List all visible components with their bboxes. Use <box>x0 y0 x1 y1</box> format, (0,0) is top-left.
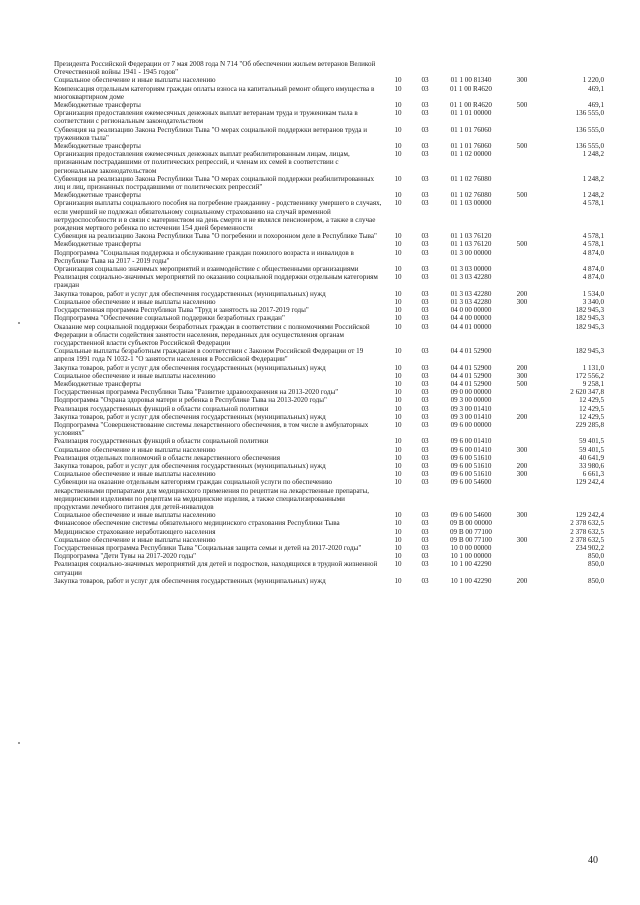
row-target-item: 01 3 03 00000 <box>450 265 492 274</box>
row-subsection: 03 <box>421 412 429 421</box>
row-amount: 182 945,3 <box>575 314 604 323</box>
table-row <box>54 175 612 191</box>
row-section: 10 <box>394 388 402 397</box>
row-amount: 1 220,0 <box>582 76 604 85</box>
row-subsection: 03 <box>421 519 429 528</box>
row-target-item: 01 1 02 76080 <box>450 174 492 183</box>
row-section: 10 <box>394 142 402 151</box>
row-section: 10 <box>394 273 402 282</box>
row-amount: 850,0 <box>588 560 604 569</box>
row-subsection: 03 <box>421 371 429 380</box>
row-target-item: 09 3 00 01410 <box>450 412 492 421</box>
table-row <box>54 421 612 437</box>
row-target-item: 04 4 01 52900 <box>450 363 492 372</box>
row-target-item: 01 3 03 42280 <box>450 289 492 298</box>
row-name: Медицинское страхование неработающего населения <box>54 527 216 536</box>
row-section: 10 <box>394 76 402 85</box>
row-amount: 469,1 <box>588 101 604 110</box>
row-section: 10 <box>394 404 402 413</box>
row-expense-type: 300 <box>516 297 528 306</box>
row-amount: 229 285,8 <box>575 420 604 429</box>
row-expense-type: 500 <box>516 101 528 110</box>
row-name: Межбюджетные трансферты <box>54 142 141 151</box>
row-name: Социальное обеспечение и иные выплаты населению <box>54 297 216 306</box>
table-row <box>54 142 612 150</box>
row-amount: 1 131,0 <box>582 363 604 372</box>
row-amount: 6 661,3 <box>582 470 604 479</box>
row-section: 10 <box>394 125 402 134</box>
row-amount: 59 401,5 <box>579 437 604 446</box>
row-section: 10 <box>394 371 402 380</box>
row-target-item: 09 6 00 54600 <box>450 511 492 520</box>
row-section: 10 <box>394 470 402 479</box>
row-name: Социальные выплаты безработным гражданам в соответствии с Законом Российской Федерации от 19 апреля 1991 года N 1032-1 "О занятости населения в Российской Федерации" <box>54 347 364 364</box>
row-amount: 850,0 <box>588 576 604 585</box>
row-section: 10 <box>394 453 402 462</box>
row-subsection: 03 <box>421 445 429 454</box>
row-section: 10 <box>394 174 402 183</box>
row-subsection: 03 <box>421 174 429 183</box>
table-row <box>54 462 612 470</box>
row-amount: 9 258,1 <box>582 379 604 388</box>
row-subsection: 03 <box>421 461 429 470</box>
row-name: Компенсация отдельным категориям граждан оплаты взноса на капитальный ремонт общего имущества в многоквартирном доме <box>54 84 375 101</box>
table-row <box>54 249 612 265</box>
row-name: Социальное обеспечение и иные выплаты населению <box>54 371 216 380</box>
table-row <box>54 528 612 536</box>
row-subsection: 03 <box>421 388 429 397</box>
row-amount: 129 242,4 <box>575 478 604 487</box>
row-name: Закупка товаров, работ и услуг для обеспечения государственных (муниципальных) нужд <box>54 289 326 298</box>
row-amount: 136 555,0 <box>575 142 604 151</box>
row-section: 10 <box>394 101 402 110</box>
row-target-item: 01 1 01 76060 <box>450 125 492 134</box>
row-subsection: 03 <box>421 297 429 306</box>
row-amount: 2 620 347,8 <box>570 388 604 397</box>
row-section: 10 <box>394 265 402 274</box>
row-name: Межбюджетные трансферты <box>54 191 141 200</box>
row-section: 10 <box>394 240 402 249</box>
table-row <box>54 446 612 454</box>
row-subsection: 03 <box>421 363 429 372</box>
row-subsection: 03 <box>421 314 429 323</box>
row-section: 10 <box>394 322 402 331</box>
row-section: 10 <box>394 511 402 520</box>
row-target-item: 04 4 01 52900 <box>450 379 492 388</box>
row-subsection: 03 <box>421 109 429 118</box>
row-subsection: 03 <box>421 552 429 561</box>
table-row <box>54 232 612 240</box>
row-section: 10 <box>394 461 402 470</box>
row-target-item: 09 6 00 01410 <box>450 445 492 454</box>
row-amount: 33 980,6 <box>579 461 604 470</box>
row-section: 10 <box>394 412 402 421</box>
row-section: 10 <box>394 437 402 446</box>
row-expense-type: 500 <box>516 142 528 151</box>
row-subsection: 03 <box>421 306 429 315</box>
row-expense-type: 300 <box>516 470 528 479</box>
row-name: Социальное обеспечение и иные выплаты населению <box>54 76 216 85</box>
row-expense-type: 500 <box>516 379 528 388</box>
row-amount: 3 340,0 <box>582 297 604 306</box>
row-subsection: 03 <box>421 142 429 151</box>
row-subsection: 03 <box>421 101 429 110</box>
row-target-item: 10 1 00 42290 <box>450 560 492 569</box>
row-target-item: 04 4 00 00000 <box>450 314 492 323</box>
row-amount: 2 378 632,5 <box>570 527 604 536</box>
row-section: 10 <box>394 109 402 118</box>
table-row <box>54 290 612 298</box>
row-subsection: 03 <box>421 379 429 388</box>
row-target-item: 10 0 00 00000 <box>450 543 492 552</box>
table-row <box>54 76 612 84</box>
row-name: Организация предоставления ежемесячных денежных выплат ветеранам труда и труженикам тыла в соответствии с региональным законодательством <box>54 109 358 126</box>
table-row <box>54 109 612 125</box>
row-name: Оказание мер социальной поддержки безработных граждан в соответствии с полномочиями Российской Федерации в области содействия занятости населения, переданных для осуществления органам государственной власти субъектов Российской Федерации <box>54 322 370 347</box>
table-row <box>54 85 612 101</box>
row-amount: 4 578,1 <box>582 232 604 241</box>
row-name: Государственная программа Республики Тыва "Труд и занятость на 2017-2019 годы" <box>54 306 309 315</box>
row-amount: 469,1 <box>588 84 604 93</box>
row-section: 10 <box>394 478 402 487</box>
row-section: 10 <box>394 519 402 528</box>
table-row <box>54 577 612 585</box>
row-amount: 2 378 632,5 <box>570 519 604 528</box>
row-target-item: 01 1 01 76060 <box>450 142 492 151</box>
row-name: Межбюджетные трансферты <box>54 240 141 249</box>
row-subsection: 03 <box>421 560 429 569</box>
row-expense-type: 300 <box>516 511 528 520</box>
row-section: 10 <box>394 535 402 544</box>
row-section: 10 <box>394 363 402 372</box>
row-name: Подпрограмма "Обеспечение социальной поддержки безработных граждан" <box>54 314 285 323</box>
table-row <box>54 273 612 289</box>
page-number: 40 <box>588 855 598 866</box>
row-section: 10 <box>394 314 402 323</box>
row-section: 10 <box>394 445 402 454</box>
row-name: Межбюджетные трансферты <box>54 379 141 388</box>
row-section: 10 <box>394 232 402 241</box>
table-row <box>54 552 612 560</box>
row-target-item: 01 1 00 81340 <box>450 76 492 85</box>
row-amount: 1 248,2 <box>582 174 604 183</box>
table-row <box>54 126 612 142</box>
table-row <box>54 314 612 322</box>
row-target-item: 09 В 00 00000 <box>450 519 492 528</box>
row-section: 10 <box>394 297 402 306</box>
row-target-item: 01 1 02 76080 <box>450 191 492 200</box>
row-expense-type: 200 <box>516 412 528 421</box>
row-amount: 12 429,5 <box>579 396 604 405</box>
table-row <box>54 544 612 552</box>
row-amount: 4 578,1 <box>582 199 604 208</box>
row-name: Реализация государственных функций в области социальной политики <box>54 437 269 446</box>
row-section: 10 <box>394 306 402 315</box>
row-name: Социальное обеспечение и иные выплаты населению <box>54 470 216 479</box>
row-subsection: 03 <box>421 199 429 208</box>
row-target-item: 01 3 03 42280 <box>450 273 492 282</box>
table-row <box>54 306 612 314</box>
table-row <box>54 470 612 478</box>
scan-speck <box>18 322 20 324</box>
row-amount: 182 945,3 <box>575 306 604 315</box>
row-subsection: 03 <box>421 289 429 298</box>
row-subsection: 03 <box>421 322 429 331</box>
row-name: Закупка товаров, работ и услуг для обеспечения государственных (муниципальных) нужд <box>54 461 326 470</box>
table-row <box>54 372 612 380</box>
row-expense-type: 200 <box>516 363 528 372</box>
row-name: Организация предоставления ежемесячных денежных выплат реабилитированным лицам, лицам, признанным пострадавшими от политических репрессий, и членам их семей в соответствии с региональным законодательством <box>54 150 350 175</box>
row-name: Субвенция на реализацию Закона Республики Тыва "О мерах социальной поддержки реабилитированных лиц и лиц, признанных пострадавшими от политических репрессий" <box>54 174 375 192</box>
row-name: Субвенция на реализацию Закона Республики Тыва "О погребении и похоронном деле в Республике Тыва" <box>54 232 377 241</box>
row-name: Закупка товаров, работ и услуг для обеспечения государственных (муниципальных) нужд <box>54 363 326 372</box>
row-name: Подпрограмма "Дети Тувы на 2017-2020 годы" <box>54 552 197 561</box>
row-subsection: 03 <box>421 150 429 159</box>
row-subsection: 03 <box>421 191 429 200</box>
row-amount: 1 248,2 <box>582 150 604 159</box>
row-expense-type: 300 <box>516 445 528 454</box>
row-subsection: 03 <box>421 576 429 585</box>
row-subsection: 03 <box>421 420 429 429</box>
row-amount: 136 555,0 <box>575 125 604 134</box>
row-expense-type: 200 <box>516 576 528 585</box>
row-amount: 1 248,2 <box>582 191 604 200</box>
row-amount: 40 641,9 <box>579 453 604 462</box>
row-target-item: 04 0 00 00000 <box>450 306 492 315</box>
row-target-item: 01 1 01 00000 <box>450 109 492 118</box>
row-target-item: 09 6 00 51610 <box>450 453 492 462</box>
table-row <box>54 101 612 109</box>
row-target-item: 09 3 00 01410 <box>450 404 492 413</box>
row-section: 10 <box>394 552 402 561</box>
row-amount: 4 874,0 <box>582 265 604 274</box>
table-row <box>54 191 612 199</box>
row-section: 10 <box>394 396 402 405</box>
row-name: Подпрограмма "Охрана здоровья матери и ребенка в Республике Тыва на 2013-2020 годы" <box>54 396 327 405</box>
row-amount: 12 429,5 <box>579 404 604 413</box>
row-target-item: 01 1 00 R4620 <box>450 101 492 110</box>
row-expense-type: 200 <box>516 289 528 298</box>
row-name: Социальное обеспечение и иные выплаты населению <box>54 511 216 520</box>
budget-table <box>54 60 612 585</box>
row-subsection: 03 <box>421 437 429 446</box>
row-section: 10 <box>394 191 402 200</box>
row-section: 10 <box>394 84 402 93</box>
table-row <box>54 478 612 511</box>
table-row <box>54 519 612 527</box>
row-section: 10 <box>394 560 402 569</box>
row-section: 10 <box>394 420 402 429</box>
row-target-item: 01 1 03 00000 <box>450 199 492 208</box>
table-row <box>54 199 612 232</box>
row-subsection: 03 <box>421 404 429 413</box>
row-amount: 182 945,3 <box>575 347 604 356</box>
row-name: Подпрограмма "Социальная поддержка и обслуживание граждан пожилого возраста и инвалидов в Республике Тыва на 2017 - 2019 годы" <box>54 248 354 265</box>
row-target-item: 09 6 00 01410 <box>450 437 492 446</box>
row-section: 10 <box>394 527 402 536</box>
row-amount: 4 874,0 <box>582 273 604 282</box>
row-target-item: 09 В 00 77100 <box>450 535 492 544</box>
table-row <box>54 298 612 306</box>
row-target-item: 10 1 00 00000 <box>450 552 492 561</box>
scan-speck <box>18 742 20 744</box>
row-subsection: 03 <box>421 232 429 241</box>
row-name: Реализация социально-значимых мероприятий для детей и подростков, находящихся в трудной жизненной ситуации <box>54 560 378 577</box>
row-target-item: 09 3 00 00000 <box>450 396 492 405</box>
row-target-item: 09 6 00 00000 <box>450 420 492 429</box>
table-row <box>54 454 612 462</box>
row-target-item: 01 1 00 R4620 <box>450 84 492 93</box>
row-amount: 850,0 <box>588 552 604 561</box>
row-name: Финансовое обеспечение системы обязательного медицинского страхования Республики Тыва <box>54 519 340 528</box>
table-row <box>54 413 612 421</box>
row-target-item: 01 1 03 76120 <box>450 232 492 241</box>
row-subsection: 03 <box>421 478 429 487</box>
row-section: 10 <box>394 150 402 159</box>
row-subsection: 03 <box>421 470 429 479</box>
row-target-item: 09 6 00 54600 <box>450 478 492 487</box>
table-row <box>54 380 612 388</box>
row-target-item: 04 4 01 00000 <box>450 322 492 331</box>
row-subsection: 03 <box>421 347 429 356</box>
row-expense-type: 200 <box>516 461 528 470</box>
row-amount: 12 429,5 <box>579 412 604 421</box>
row-target-item: 01 3 03 42280 <box>450 297 492 306</box>
row-target-item: 10 1 00 42290 <box>450 576 492 585</box>
table-row <box>54 388 612 396</box>
row-name: Организация выплаты социального пособия на погребение гражданину - родственнику умершего в случаях, если умерший не подлежал обязательному социальному страхованию на случай временной нетрудоспособности и в связи с материнством на день смерти и не являлся пенсионером, а также в случае рождения мертвого ребенка по истечении 154 дней беременности <box>54 199 382 233</box>
row-subsection: 03 <box>421 76 429 85</box>
row-section: 10 <box>394 379 402 388</box>
row-name: Субвенция на реализацию Закона Республики Тыва "О мерах социальной поддержки ветеранов труда и тружеников тыла" <box>54 125 368 142</box>
table-row <box>54 511 612 519</box>
row-name: Реализация социально-значимых мероприятий по оказанию социальной поддержки отдельным категориям граждан <box>54 273 378 290</box>
row-amount: 172 556,2 <box>575 371 604 380</box>
row-target-item: 09 0 00 00000 <box>450 388 492 397</box>
row-target-item: 04 4 01 52900 <box>450 371 492 380</box>
row-expense-type: 300 <box>516 76 528 85</box>
row-section: 10 <box>394 199 402 208</box>
row-section: 10 <box>394 289 402 298</box>
table-row <box>54 396 612 404</box>
row-expense-type: 300 <box>516 371 528 380</box>
row-name: Подпрограмма "Совершенствование системы лекарственного обеспечения, в том числе в амбулаторных условиях" <box>54 420 369 438</box>
row-amount: 4 578,1 <box>582 240 604 249</box>
row-name: Президента Российской Федерации от 7 мая 2008 года N 714 "Об обеспечении жильем ветеранов Великой Отечественной войны 1941 - 1945 годов" <box>54 60 376 77</box>
row-amount: 2 378 632,5 <box>570 535 604 544</box>
row-subsection: 03 <box>421 240 429 249</box>
row-section: 10 <box>394 248 402 257</box>
row-expense-type: 500 <box>516 191 528 200</box>
row-name: Социальное обеспечение и иные выплаты населению <box>54 445 216 454</box>
row-section: 10 <box>394 347 402 356</box>
table-row <box>54 265 612 273</box>
row-subsection: 03 <box>421 265 429 274</box>
table-row <box>54 560 612 576</box>
row-subsection: 03 <box>421 125 429 134</box>
row-subsection: 03 <box>421 527 429 536</box>
row-name: Закупка товаров, работ и услуг для обеспечения государственных (муниципальных) нужд <box>54 576 326 585</box>
row-subsection: 03 <box>421 543 429 552</box>
row-name: Реализация отдельных полномочий в области лекарственного обеспечения <box>54 453 280 462</box>
table-row <box>54 347 612 363</box>
row-subsection: 03 <box>421 511 429 520</box>
row-name: Субвенции на оказание отдельным категориям граждан социальной услуги по обеспечению лекарственными препаратами для медицинского применения по рецептам на лекарственные препараты, медицинскими изделиями по рецептам на медицинские изделия, а также специализированными продуктами лечебного питания для детей-инвалидов <box>54 478 370 511</box>
table-row <box>54 364 612 372</box>
row-name: Реализация государственных функций в области социальной политики <box>54 404 269 413</box>
row-amount: 1 534,0 <box>582 289 604 298</box>
row-name: Закупка товаров, работ и услуг для обеспечения государственных (муниципальных) нужд <box>54 412 326 421</box>
row-target-item: 01 3 00 00000 <box>450 248 492 257</box>
row-amount: 129 242,4 <box>575 511 604 520</box>
row-subsection: 03 <box>421 453 429 462</box>
row-section: 10 <box>394 543 402 552</box>
row-name: Государственная программа Республики Тыва "Социальная защита семьи и детей на 2017-2020 годы" <box>54 543 362 552</box>
row-name: Государственная программа Республики Тыва "Развитие здравоохранения на 2013-2020 годы" <box>54 388 339 397</box>
row-section: 10 <box>394 576 402 585</box>
row-subsection: 03 <box>421 273 429 282</box>
row-expense-type: 500 <box>516 240 528 249</box>
row-target-item: 01 1 03 76120 <box>450 240 492 249</box>
table-row <box>54 536 612 544</box>
row-subsection: 03 <box>421 84 429 93</box>
row-amount: 182 945,3 <box>575 322 604 331</box>
row-target-item: 09 6 00 51610 <box>450 461 492 470</box>
table-row <box>54 240 612 248</box>
row-target-item: 01 1 02 00000 <box>450 150 492 159</box>
row-subsection: 03 <box>421 396 429 405</box>
row-target-item: 09 В 00 77100 <box>450 527 492 536</box>
table-row <box>54 405 612 413</box>
row-amount: 59 401,5 <box>579 445 604 454</box>
row-name: Организация социально значимых мероприятий и взаимодействие с общественными организациями <box>54 265 359 274</box>
row-amount: 136 555,0 <box>575 109 604 118</box>
row-name: Социальное обеспечение и иные выплаты населению <box>54 535 216 544</box>
row-expense-type: 300 <box>516 535 528 544</box>
row-name: Межбюджетные трансферты <box>54 101 141 110</box>
table-row <box>54 150 612 175</box>
row-amount: 234 902,2 <box>575 543 604 552</box>
table-row <box>54 437 612 445</box>
row-amount: 4 874,0 <box>582 248 604 257</box>
row-target-item: 09 6 00 51610 <box>450 470 492 479</box>
table-row <box>54 60 612 76</box>
table-row <box>54 323 612 348</box>
row-subsection: 03 <box>421 535 429 544</box>
row-target-item: 04 4 01 52900 <box>450 347 492 356</box>
row-subsection: 03 <box>421 248 429 257</box>
